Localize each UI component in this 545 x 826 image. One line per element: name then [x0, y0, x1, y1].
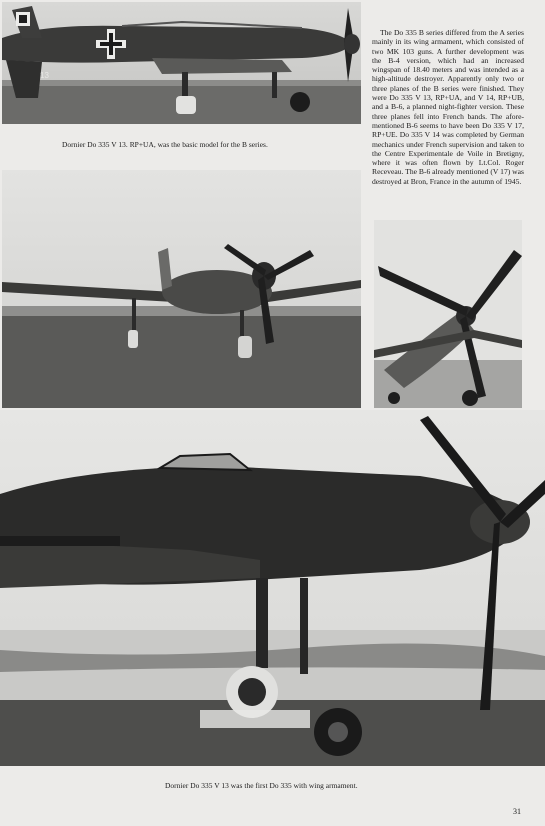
article-body-text: The Do 335 B series differed from the A series mainly in its wing armament, which consisted of two MK 103 guns. A further development was the B-4 version, which had an increased wingspan of 18.40 meters and was intended as a high-altitude destroyer. Apparently only two or three planes of the B series were finished. They were Do 335 V 13, RP+UA, and V 14, RP+UB, and a B-6, a planned night-fighter version. These three planes fell into French bands. The afore-mentioned B-6 seems to have been Do 335 V 17, RP+UE. Do 335 V 14 was completed by German mechanics under French supervision and taken to the Centre Experimentale de Voile in Bretigny, where it was often flown by Lt.Col. Roger Receveau. The B-6 already mentioned (V 17) was destroyed at Bron, France in the autumn of 1945. [372, 28, 524, 186]
photo-do335-nose-view [374, 220, 522, 408]
photo-do335-front-quarter [2, 170, 361, 408]
photo-do335-v13-side [2, 2, 361, 124]
photo-do335-v13-wing-armament [0, 410, 545, 766]
caption-top-left: Dornier Do 335 V 13. RP+UA, was the basic model for the B series. [62, 140, 268, 149]
caption-bottom: Dornier Do 335 V 13 was the first Do 335 with wing armament. [165, 781, 358, 790]
page-number: 31 [513, 807, 521, 816]
fuselage-number: 13 [40, 71, 49, 80]
